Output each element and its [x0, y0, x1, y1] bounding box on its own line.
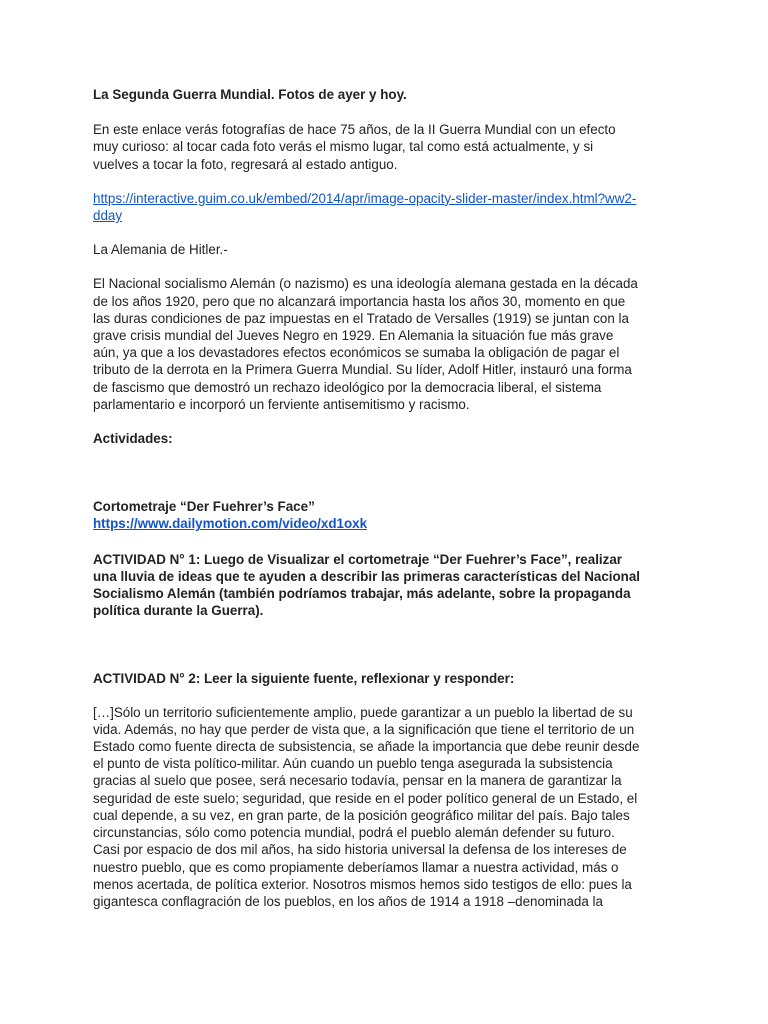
spacer	[93, 103, 673, 121]
spacer	[93, 258, 673, 275]
intro-paragraph: En este enlace verás fotografías de hace 75 años, de la II Guerra Mundial con un efecto muy curioso: al tocar cada foto verás el mismo lugar, tal como está actualmente, y si vuelves a tocar la foto, regresará al estado antiguo.	[93, 122, 616, 172]
activity-1: ACTIVIDAD N° 1: Luego de Visualizar el cortometraje “Der Fuehrer’s Face”, realizar una lluvia de ideas que te ayuden a describir las primeras características del Nacional Socialismo Alemán (también podríamos trabajar, más adelante, sobre la propaganda política durante la Guerra).	[93, 551, 641, 619]
document-title: La Segunda Guerra Mundial. Fotos de ayer y hoy.	[93, 87, 407, 102]
document-page	[93, 86, 673, 910]
photos-link[interactable]: https://interactive.guim.co.uk/embed/2014/apr/image-opacity-slider-master/index.html?ww2- dday	[93, 190, 637, 224]
short-film-title: Cortometraje “Der Fuehrer’s Face”	[93, 499, 315, 515]
spacer	[93, 619, 673, 670]
spacer	[93, 533, 673, 551]
spacer	[93, 224, 673, 241]
dailymotion-link[interactable]: https://www.dailymotion.com/video/xd1oxk	[93, 516, 368, 532]
activity-2: ACTIVIDAD N° 2: Leer la siguiente fuente, reflexionar y responder:	[93, 671, 515, 687]
activities-heading: Actividades:	[93, 431, 173, 447]
source-quote: […]Sólo un territorio suficientemente amplio, puede garantizar a un pueblo la libertad de su vida. Además, no hay que perder de vista que, a la significación que tiene el territorio de un Estado como fuente directa de subsistencia, se añade la importancia que debe reunir desde el punto de vista político-militar. Aún cuando un pueblo tenga asegurada la subsistencia gracias al suelo que posee, será necesario todavía, pensar en la manera de garantizar la seguridad de este suelo; seguridad, que reside en el poder político general de un Estado, el cual depende, a su vez, en gran parte, de la posición geográfico militar del país. Bajo tales circunstancias, sólo como potencia mundial, podrá el pueblo alemán defender su futuro. Casi por espacio de dos mil años, ha sido historia universal la defensa de los intereses de nuestro pueblo, que es como propiamente deberíamos llamar a nuestra actividad, más o menos acertada, de política exterior. Nosotros mismos hemos sido testigos de ello: pues la gigantesca conflagración de los pueblos, en los años de 1914 a 1918 –denominada la	[93, 704, 640, 909]
spacer	[93, 173, 673, 190]
spacer	[93, 688, 673, 704]
section-heading: La Alemania de Hitler.-	[93, 242, 228, 258]
spacer	[93, 413, 673, 430]
nazism-paragraph: El Nacional socialismo Alemán (o nazismo) es una ideología alemana gestada en la década de los años 1920, pero que no alcanzará importancia hasta los años 30, momento en que las duras condiciones de paz impuestas en el Tratado de Versalles (1919) se juntan con la grave crisis mundial del Jueves Negro en 1929. En Alemania la situación fue más grave aún, ya que a los devastadores efectos económicos se sumaba la obligación de pagar el tributo de la derrota en la Primera Guerra Mundial. Su líder, Adolf Hitler, instauró una forma de fascismo que demostró un rechazo ideológico por la democracia liberal, el sistema parlamentario e incorporó un ferviente antisemitismo y racismo.	[93, 276, 638, 412]
spacer	[93, 447, 673, 498]
